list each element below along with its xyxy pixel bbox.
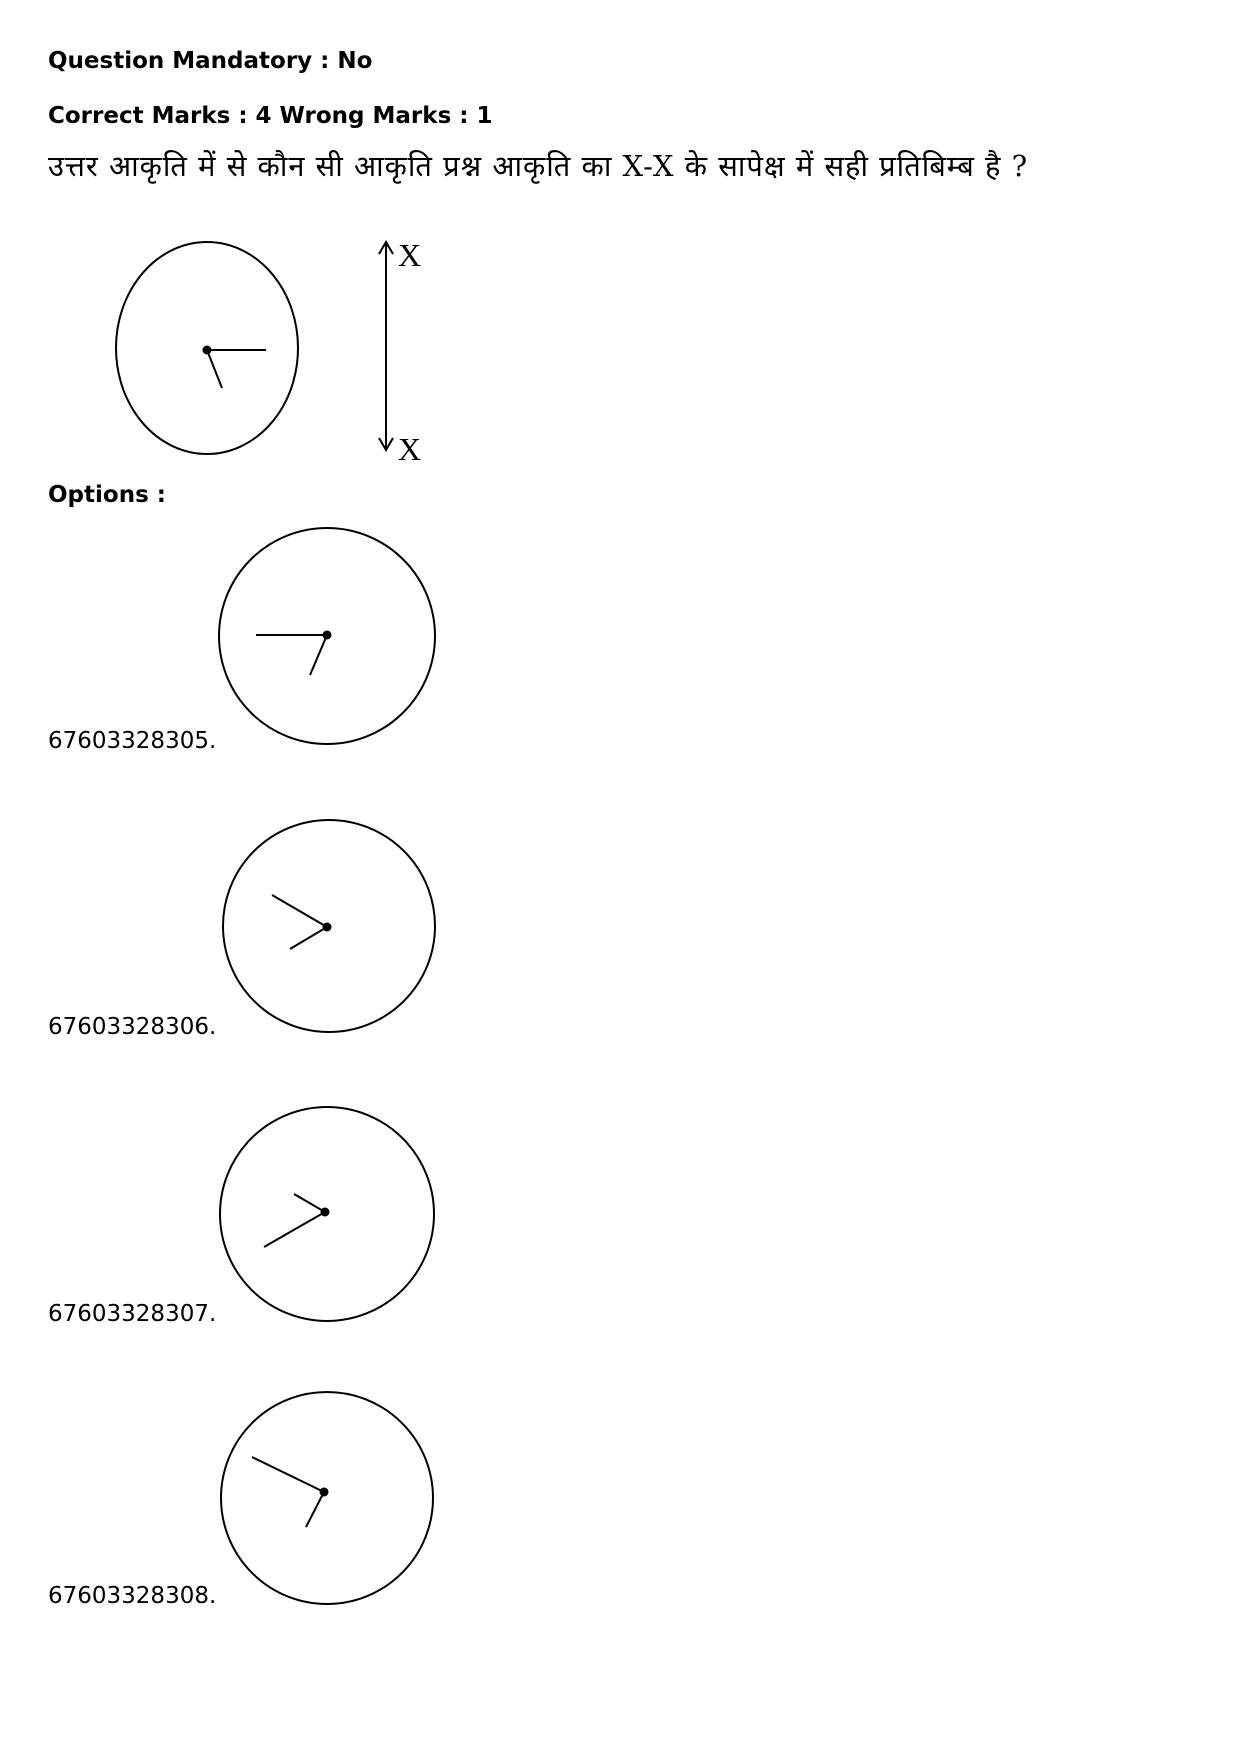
marks-label: Correct Marks : 4 Wrong Marks : 1 [48,103,493,129]
clock-center [323,923,332,932]
options-heading: Options : [48,482,166,508]
option-id: 67603328305. [48,728,217,754]
clock-center [320,1488,329,1497]
clock-center [321,1208,330,1217]
clock-hand-short [207,350,222,388]
option-id: 67603328306. [48,1014,217,1040]
option-3-clock [214,1101,440,1327]
clock-center [323,631,332,640]
option-1-clock [214,523,440,749]
clock-hand-short [290,927,327,949]
axis-bottom-label: X [398,431,422,467]
question-clock [116,242,298,454]
question-mandatory-label: Question Mandatory : No [48,48,373,74]
clock-hand-long [272,895,327,927]
axis-top-label: X [398,237,422,273]
option-4-clock [214,1385,440,1611]
clock-center [203,346,212,355]
clock-hand-short [294,1194,325,1212]
option-id: 67603328307. [48,1301,217,1327]
clock-hand-short [310,635,327,675]
clock-hand-short [306,1492,324,1527]
question-text: उत्तर आकृति में से कौन सी आकृति प्रश्न आकृति का X-X के सापेक्ष में सही प्रतिबिम्ब है ? [48,149,1029,183]
clock-hand-long [252,1457,324,1492]
mirror-axis [379,237,421,467]
question-figure [100,228,450,468]
option-id: 67603328308. [48,1583,217,1609]
clock-hand-long [264,1212,325,1247]
option-2-clock [216,813,442,1039]
